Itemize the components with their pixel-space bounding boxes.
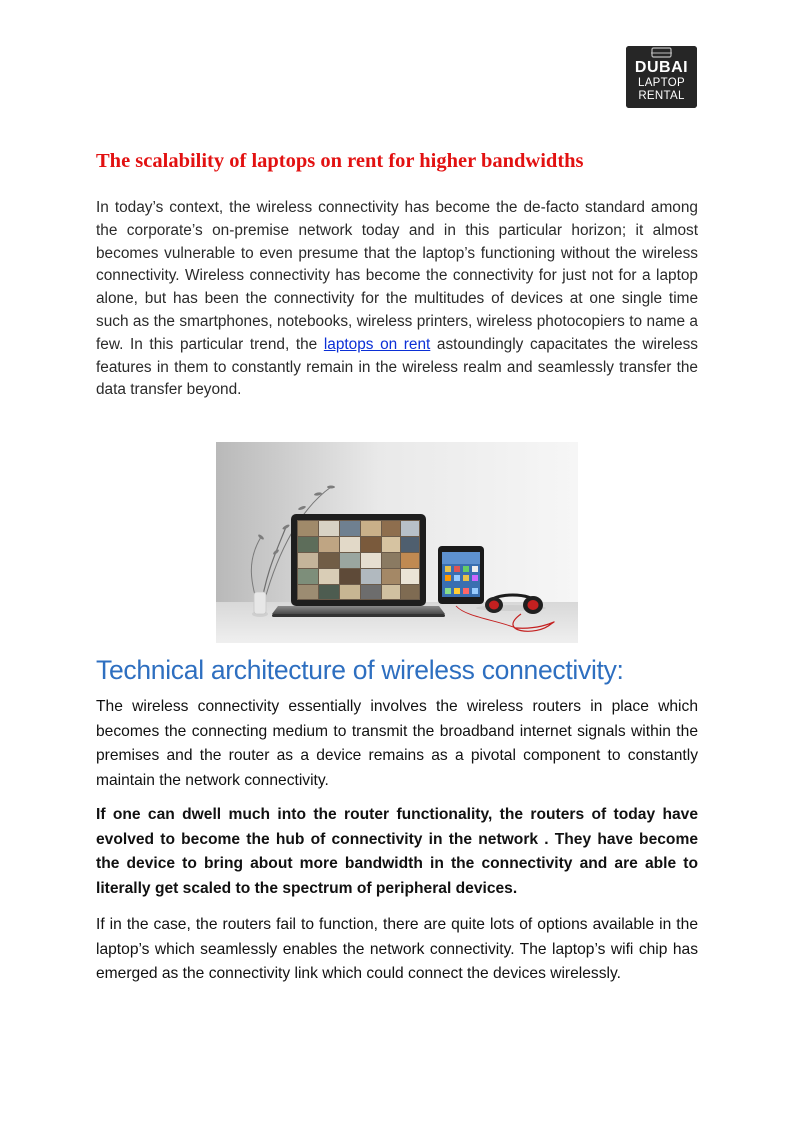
product-photo-illustration [216, 442, 578, 643]
laptops-on-rent-link[interactable]: laptops on rent [323, 335, 431, 353]
intro-paragraph [96, 197, 698, 402]
brand-logo [626, 46, 697, 108]
intro-text-before-link: In today’s context, the wireless connectivity has become the de-facto standard among the corporate’s on-premise network today and in this particular horizon; it almost becomes vulnerable to even presume that the laptop’s functioning without the wireless connectivity. Wireless connectivity has become the connectivity for just not for a laptop alone, but has been the connectivity for the multitudes of devices at one single time such as the smartphones, notebooks, wireless printers, wireless photocopiers to name a few. In this particular trend, the [96, 199, 698, 353]
section-heading: Technical architecture of wireless connectivity: [96, 655, 624, 685]
body-paragraph-3: If in the case, the routers fail to function, there are quite lots of options available in the laptop’s which seamlessly enables the network connectivity. The laptop’s wifi chip has emerged as the connectivity link which could connect the devices wirelessly. [96, 916, 698, 982]
logo-text-rental: RENTAL [638, 90, 685, 102]
intro-text-after-link: astoundingly capacitates the wireless features in them to constantly remain in the wireless realm and seamlessly transfer the data transfer beyond. [96, 335, 698, 399]
body-paragraph-2-bold: If one can dwell much into the router functionality, the routers of today have evolved to become the hub of connectivity in the network . They have become the device to bring about more bandwidth in the connectivity and are able to literally get scaled to the spectrum of peripheral devices. [96, 806, 698, 897]
logo-text-laptop: LAPTOP [638, 77, 685, 89]
logo-text-dubai: DUBAI [634, 59, 689, 76]
laptop-tablet-headphones-photo [216, 442, 578, 643]
article-title: The scalability of laptops on rent for higher bandwidths [96, 150, 584, 172]
body-paragraph-1: The wireless connectivity essentially involves the wireless routers in place which becomes the connecting medium to transmit the broadband internet signals within the premises and the router as a device remains as a pivotal component to constantly maintain the network connectivity. [96, 698, 698, 789]
